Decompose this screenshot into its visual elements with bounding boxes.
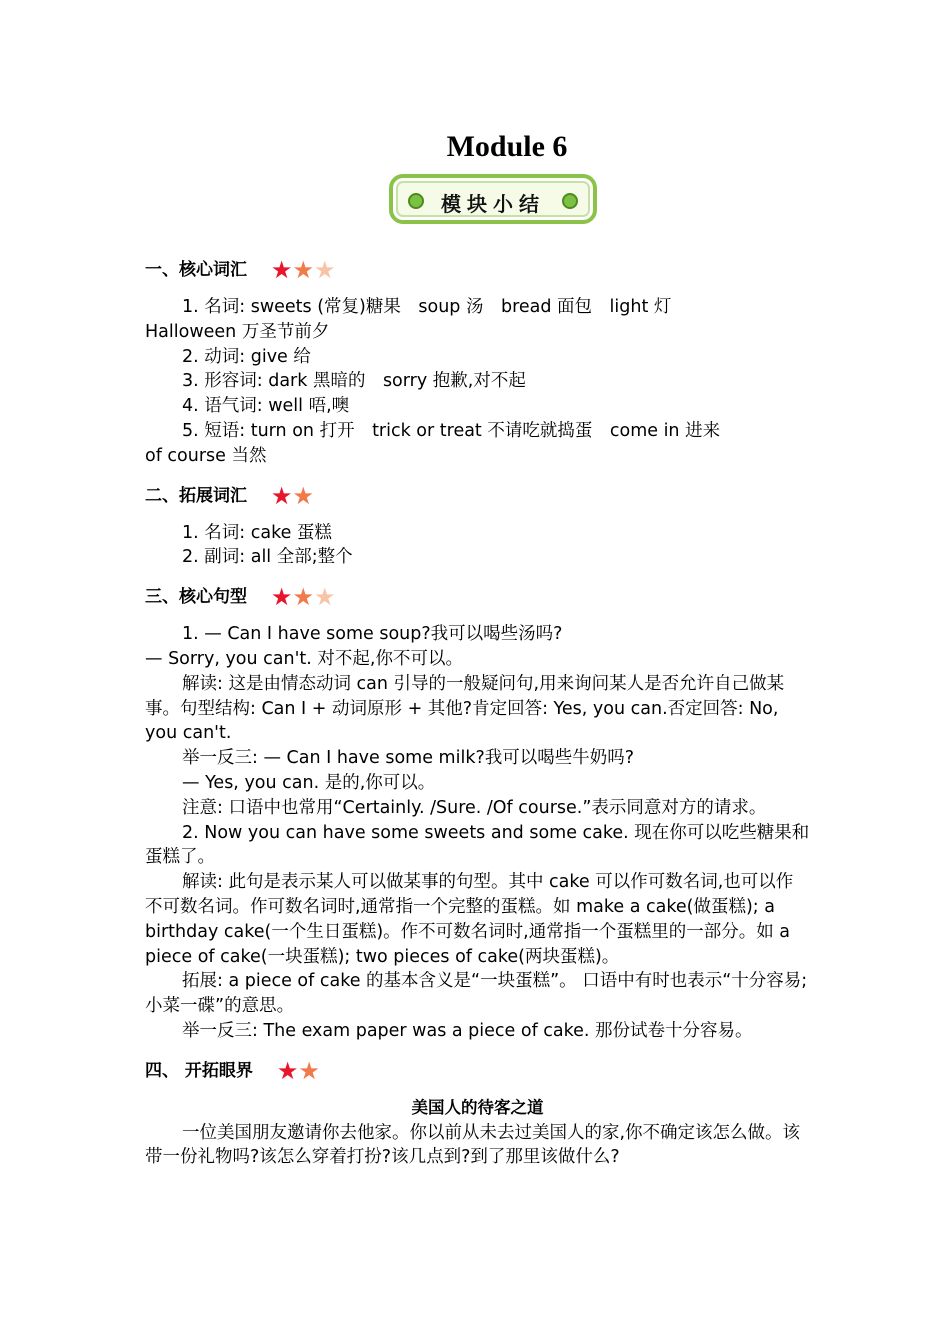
star-icon: ★ — [313, 583, 336, 612]
star-icon: ★ — [270, 583, 293, 612]
star-icon: ★ — [298, 1056, 320, 1085]
section-heading — [145, 481, 810, 511]
vocab-line: 2. 动词: give 给 — [182, 346, 311, 367]
star-icon: ★ — [313, 256, 336, 284]
vocab-line: 1. 名词: cake 蛋糕 — [182, 522, 332, 543]
star-icon: ★ — [270, 256, 293, 284]
extension-paragraph: 拓展: a piece of cake 的基本含义是“一块蛋糕”。 口语中有时也表示“十分容易;小菜一碟”的意思。 — [145, 971, 808, 1017]
section-title: 四、 开拓眼界 — [145, 1060, 253, 1081]
reading-title: 美国人的待客之道 — [411, 1097, 544, 1117]
vocab-line: 3. 形容词: dark 黑暗的 sorry 抱歉,对不起 — [182, 371, 526, 392]
star-icon: ★ — [292, 583, 314, 612]
sentence-line: 1. — Can I have some soup?我可以喝些汤吗? — [182, 624, 563, 645]
section-heading — [145, 255, 810, 285]
vocab-line: 4. 语气词: well 唔,噢 — [182, 396, 350, 417]
page-title: Module 6 — [446, 130, 568, 163]
vocab-line: of course 当然 — [145, 445, 267, 466]
star-icon: ★ — [292, 256, 314, 284]
star-icon: ★ — [292, 481, 314, 510]
example-line: 举一反三: The exam paper was a piece of cake. 那份试卷十分容易。 — [182, 1020, 753, 1041]
document-body — [145, 255, 810, 1170]
star-icon: ★ — [270, 481, 293, 510]
vocab-line: Halloween 万圣节前夕 — [145, 321, 330, 342]
explanation-paragraph: 解读: 这是由情态动词 can 引导的一般疑问句,用来询问某人是否允许自己做某事。句型结构: Can I + 动词原形 + 其他?肯定回答: Yes, you can.否定回答: No, you can't. — [145, 673, 785, 744]
star-rating — [277, 1056, 320, 1089]
note-paragraph: 注意: 口语中也常用“Certainly. /Sure. /Of course.”表示同意对方的请求。 — [182, 797, 767, 818]
badge-label: 模块小结 — [441, 192, 545, 216]
reading-paragraph: 一位美国朋友邀请你去他家。你以前从未去过美国人的家,你不确定该怎么做。该带一份礼物吗?该怎么穿着打扮?该几点到?到了那里该做什么? — [145, 1122, 801, 1168]
section-title: 三、核心句型 — [145, 587, 247, 608]
section-heading — [145, 1056, 810, 1086]
vocab-line: 2. 副词: all 全部;整个 — [182, 547, 353, 568]
section-title: 二、拓展词汇 — [145, 485, 247, 506]
vocab-line: 5. 短语: turn on 打开 trick or treat 不请吃就捣蛋 come in 进来 — [182, 420, 721, 441]
star-icon: ★ — [276, 1056, 299, 1085]
star-rating — [271, 582, 336, 615]
star-rating — [271, 255, 336, 288]
example-line: — Yes, you can. 是的,你可以。 — [182, 772, 436, 793]
star-rating — [271, 481, 314, 514]
explanation-paragraph: 解读: 此句是表示某人可以做某事的句型。其中 cake 可以作可数名词,也可以作不可数名词。作可数名词时,通常指一个完整的蛋糕。如 make a cake(做蛋糕); a birthday cake(一个生日蛋糕)。作不可数名词时,通常指一个蛋糕里的一部分。如 a piece of cake(一块蛋糕); two pieces of cake(两块蛋糕)。 — [145, 872, 794, 967]
module-summary-badge — [389, 174, 597, 224]
section-heading — [145, 582, 810, 612]
example-line: 举一反三: — Can I have some milk?我可以喝些牛奶吗? — [182, 748, 635, 769]
section-title: 一、核心词汇 — [145, 260, 247, 280]
sentence-line: 2. Now you can have some sweets and some cake. 现在你可以吃些糖果和蛋糕了。 — [145, 822, 810, 868]
green-dot-icon — [562, 193, 578, 209]
sentence-line: — Sorry, you can't. 对不起,你不可以。 — [145, 648, 463, 669]
vocab-line: 1. 名词: sweets (常复)糖果 soup 汤 bread 面包 light 灯 — [182, 297, 672, 317]
